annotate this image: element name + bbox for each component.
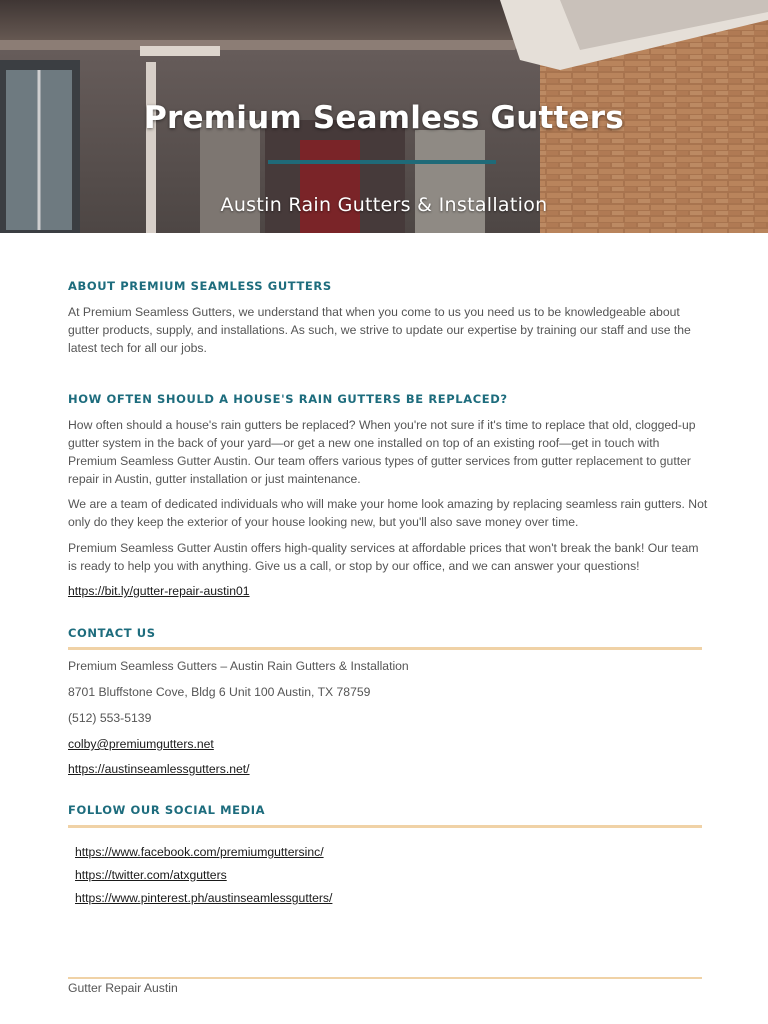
gutter-repair-link[interactable]: https://bit.ly/gutter-repair-austin01 bbox=[68, 584, 250, 598]
hero-subtitle: Austin Rain Gutters & Installation bbox=[220, 194, 548, 216]
pinterest-link[interactable]: https://www.pinterest.ph/austinseamlessgutters/ bbox=[75, 891, 333, 905]
hero-divider bbox=[268, 160, 496, 164]
about-paragraph: At Premium Seamless Gutters, we understand that when you come to us you need us to be knowledgeable about gutter products, supply, and installations. As such, we strive to update our expertise by training our staff and use the latest tech for all our jobs. bbox=[68, 305, 691, 355]
contact-heading: CONTACT US bbox=[68, 626, 156, 640]
about-heading: ABOUT PREMIUM SEAMLESS GUTTERS bbox=[68, 279, 332, 293]
hero-banner bbox=[0, 0, 768, 233]
replace-paragraph-2: We are a team of dedicated individuals who will make your home look amazing by replacing seamless rain gutters. Not only do they keep the exterior of your house looking new, but you'll also save money over time. bbox=[68, 497, 708, 529]
replace-paragraph-3: Premium Seamless Gutter Austin offers high-quality services at affordable prices that won't break the bank! Our team is ready to help you with anything. Give us a call, or stop by our office, and we can answer your questions! bbox=[68, 541, 699, 573]
contact-website-link[interactable]: https://austinseamlessgutters.net/ bbox=[68, 762, 250, 776]
facebook-link[interactable]: https://www.facebook.com/premiumguttersinc/ bbox=[75, 845, 324, 859]
social-heading: FOLLOW OUR SOCIAL MEDIA bbox=[68, 803, 266, 817]
contact-divider bbox=[68, 647, 702, 650]
contact-company: Premium Seamless Gutters – Austin Rain Gutters & Installation bbox=[68, 659, 409, 673]
contact-address: 8701 Bluffstone Cove, Bldg 6 Unit 100 Austin, TX 78759 bbox=[68, 685, 371, 699]
contact-email-link[interactable]: colby@premiumgutters.net bbox=[68, 737, 214, 751]
footer-divider bbox=[68, 977, 702, 979]
social-divider bbox=[68, 825, 702, 828]
footer-text: Gutter Repair Austin bbox=[68, 981, 178, 995]
hero-title: Premium Seamless Gutters bbox=[144, 100, 624, 136]
replace-heading: HOW OFTEN SHOULD A HOUSE'S RAIN GUTTERS BE REPLACED? bbox=[68, 392, 508, 406]
contact-phone: (512) 553-5139 bbox=[68, 711, 152, 725]
twitter-link[interactable]: https://twitter.com/atxgutters bbox=[75, 868, 227, 882]
replace-paragraph-1: How often should a house's rain gutters be replaced? When you're not sure if it's time to replace that old, clogged-up gutter system in the back of your yard—or get a new one installed on top of an existing roof—get in touch with Premium Seamless Gutter Austin. Our team offers various types of gutter services from gutter replacement to gutter repair in Austin, gutter installation or just maintenance. bbox=[68, 418, 696, 486]
